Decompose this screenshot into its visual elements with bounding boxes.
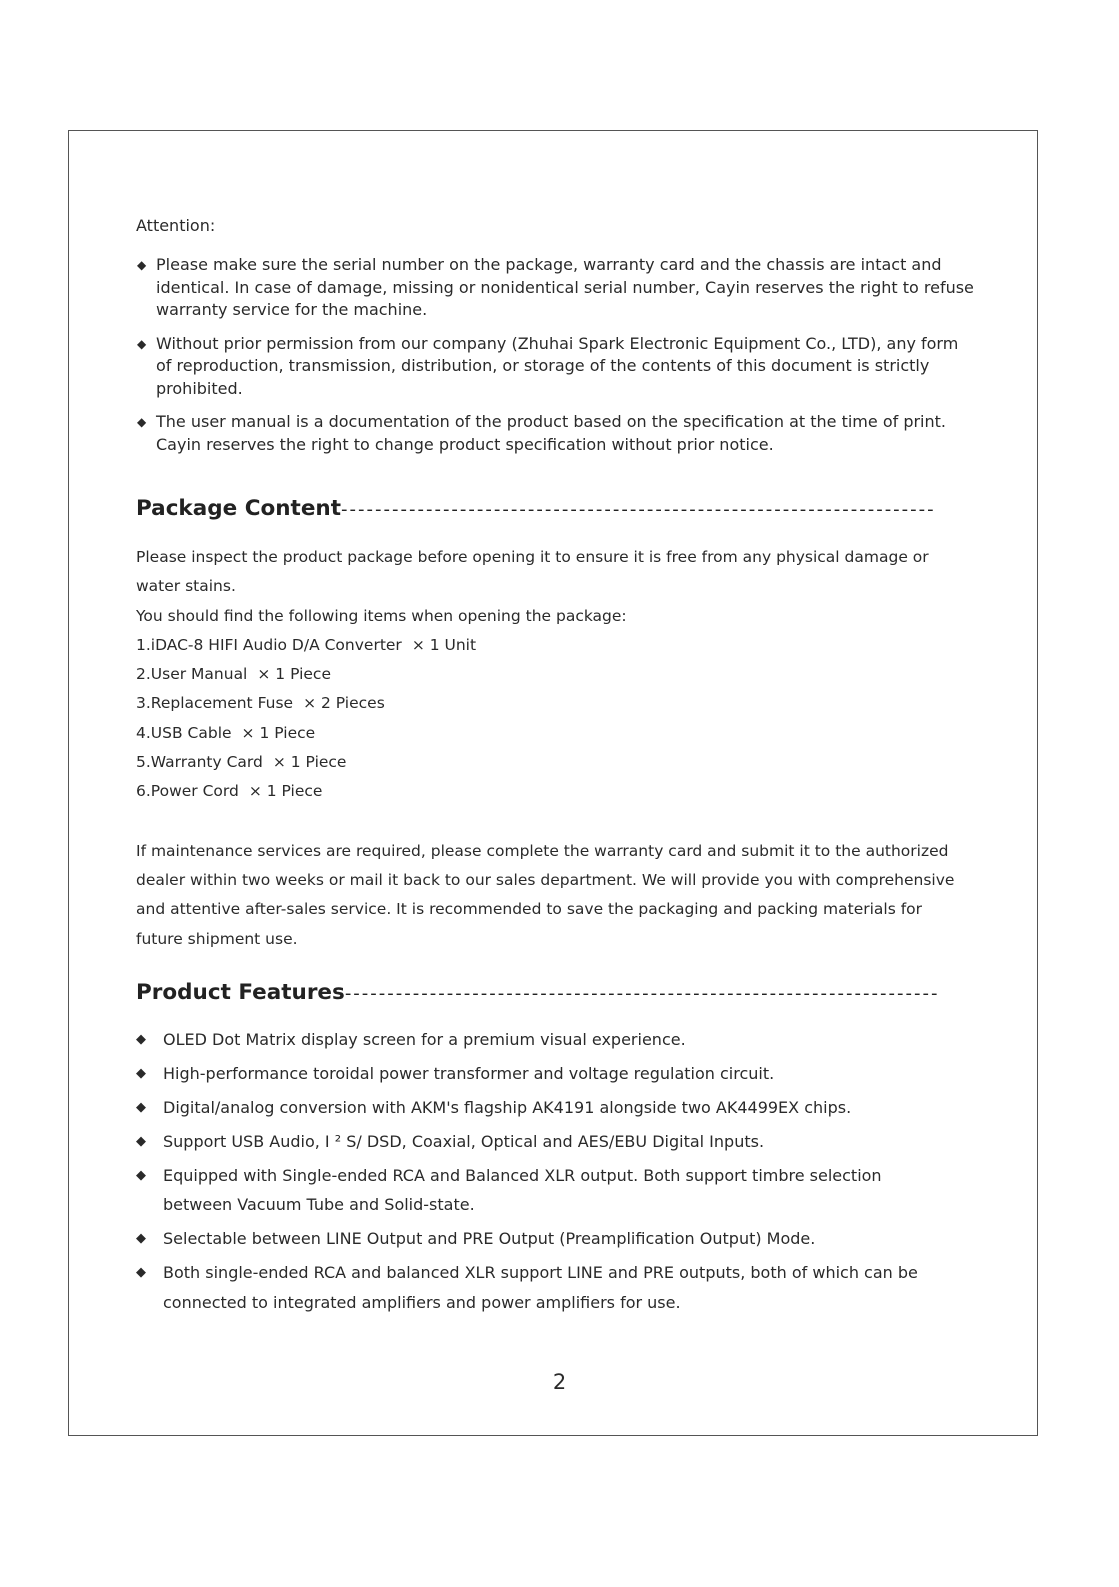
item-quantity: × 2 Pieces <box>303 694 385 713</box>
list-item <box>136 748 976 777</box>
product-features-title <box>136 980 971 1005</box>
diamond-bullet-icon: ◆ <box>137 415 147 429</box>
feature-item <box>136 1127 923 1157</box>
item-quantity: × 1 Unit <box>411 635 477 654</box>
attention-item <box>136 254 974 322</box>
package-intro-list: You should find the following items when opening the package: <box>136 606 627 625</box>
item-quantity: × 1 Piece <box>257 665 331 684</box>
attention-item <box>136 411 974 456</box>
package-content-title <box>136 496 971 521</box>
diamond-bullet-icon: ◆ <box>136 1065 146 1081</box>
page-number: 2 <box>552 1370 567 1394</box>
maintenance-paragraph: If maintenance services are required, please complete the warranty card and submit it to the authorized dealer within two weeks or mail it back to our sales department. We will provide you with comprehensive and attentive after-sales service. It is recommended to save the packaging and packing materials for future shipment use. <box>136 841 955 948</box>
item-name: 5.Warranty Card <box>136 753 263 772</box>
feature-item <box>136 1161 923 1220</box>
diamond-bullet-icon: ◆ <box>136 1265 146 1281</box>
section-title-text: Package Content <box>136 496 341 521</box>
section-divider: ---------------------------------------------------------------------- <box>344 982 940 1004</box>
item-name: 1.iDAC-8 HIFI Audio D/A Converter <box>136 635 402 654</box>
feature-text: Support USB Audio, I ² S/ DSD, Coaxial, Optical and AES/EBU Digital Inputs. <box>163 1131 765 1151</box>
diamond-bullet-icon: ◆ <box>136 1133 146 1149</box>
list-item <box>136 777 976 806</box>
feature-item <box>136 1258 923 1317</box>
feature-text: Selectable between LINE Output and PRE Output (Preamplification Output) Mode. <box>163 1229 816 1249</box>
feature-item <box>136 1025 923 1055</box>
package-content-body <box>136 543 976 807</box>
page-content <box>136 214 976 1322</box>
feature-item <box>136 1224 923 1254</box>
attention-heading: Attention: <box>136 216 216 235</box>
package-intro: Please inspect the product package before opening it to ensure it is free from any physical damage or water stains. <box>136 548 929 596</box>
item-name: 3.Replacement Fuse <box>136 694 294 713</box>
item-name: 4.USB Cable <box>136 723 232 742</box>
attention-item-text: The user manual is a documentation of the product based on the specification at the time of print. Cayin reserves the right to change product specification without prior notice. <box>156 412 946 454</box>
attention-item-text: Without prior permission from our company (Zhuhai Spark Electronic Equipment Co., LTD), any form of reproduction, transmission, distribution, or storage of the contents of this document is strictly prohibited. <box>156 333 959 398</box>
feature-text: OLED Dot Matrix display screen for a premium visual experience. <box>163 1029 686 1049</box>
feature-text: High-performance toroidal power transformer and voltage regulation circuit. <box>163 1063 775 1083</box>
diamond-bullet-icon: ◆ <box>137 336 147 351</box>
diamond-bullet-icon: ◆ <box>136 1031 146 1047</box>
item-quantity: × 1 Piece <box>248 782 323 801</box>
feature-text: Both single-ended RCA and balanced XLR support LINE and PRE outputs, both of which can be connected to integrated amplifiers and power amplifiers for use. <box>163 1263 918 1312</box>
attention-item <box>136 333 974 401</box>
list-item <box>136 660 976 689</box>
section-title-text: Product Features <box>136 979 345 1005</box>
list-item <box>136 631 976 660</box>
diamond-bullet-icon: ◆ <box>136 1167 146 1183</box>
item-name: 6.Power Cord <box>136 782 239 801</box>
diamond-bullet-icon: ◆ <box>136 1099 146 1115</box>
diamond-bullet-icon: ◆ <box>137 258 147 272</box>
diamond-bullet-icon: ◆ <box>136 1231 146 1247</box>
list-item <box>136 719 976 748</box>
item-name: 2.User Manual <box>136 665 248 684</box>
list-item <box>136 689 976 718</box>
section-divider: ---------------------------------------------------------------------- <box>341 499 936 520</box>
attention-item-text: Please make sure the serial number on the package, warranty card and the chassis are intact and identical. In case of damage, missing or nonidentical serial number, Cayin reserves the right to refuse warranty service for the machine. <box>156 255 974 319</box>
feature-text: Digital/analog conversion with AKM's flagship AK4191 alongside two AK4499EX chips. <box>163 1097 852 1117</box>
feature-item <box>136 1059 923 1089</box>
item-quantity: × 1 Piece <box>272 753 347 772</box>
item-quantity: × 1 Piece <box>241 723 316 742</box>
feature-item <box>136 1093 923 1123</box>
feature-text: Equipped with Single-ended RCA and Balanced XLR output. Both support timbre selection between Vacuum Tube and Solid-state. <box>163 1165 882 1215</box>
features-list <box>136 1025 976 1318</box>
